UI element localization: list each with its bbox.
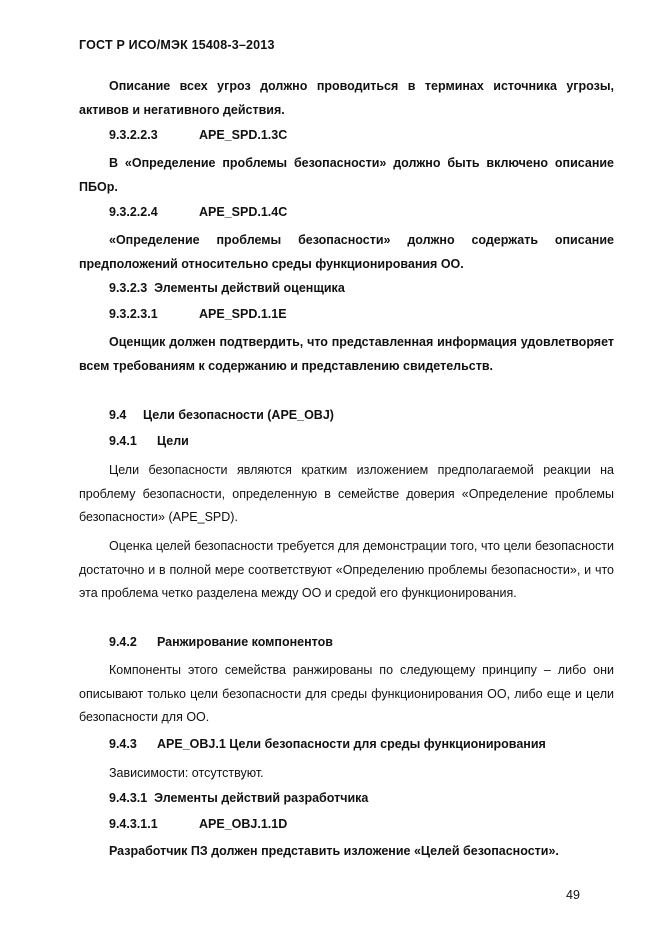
page-number: 49 [566,888,580,902]
section-title: APE_OBJ.1 Цели безопасности для среды функционирования [157,737,546,751]
section-heading [109,737,546,751]
clause-title: APE_OBJ.1.1D [199,817,288,831]
section-title: Цели безопасности (APE_OBJ) [143,408,334,422]
clause-heading [109,817,287,831]
clause-heading [109,307,287,321]
paragraph: Компоненты этого семейства ранжированы по следующему принципу – либо они описывают только цели безопасности для среды функционирования ОО, либо еще и цели безопасности для ОО. [79,663,614,724]
paragraph: Разработчик ПЗ должен представить изложение «Целей безопасности». [109,844,559,858]
section-number: 9.4 [109,408,127,422]
paragraph: Оценка целей безопасности требуется для демонстрации того, что цели безопасности достаточно и в полной мере соответствуют «Определению проблемы безопасности», и что эта проблема четко разделена между ОО и средой его функционирования. [79,539,614,600]
paragraph: Оценщик должен подтвердить, что представленная информация удовлетворяет всем требованиям к содержанию и представлению свидетельств. [79,335,614,373]
paragraph: В «Определение проблемы безопасности» должно быть включено описание ПБОр. [79,156,614,194]
section-title: Цели [157,434,189,448]
section-title: Ранжирование компонентов [157,635,333,649]
paragraph: Описание всех угроз должно проводиться в терминах источника угрозы, активов и негативного действия. [79,79,614,117]
section-number: 9.4.1 [109,434,137,448]
clause-title: APE_SPD.1.3C [199,128,288,142]
section-number: 9.4.2 [109,635,137,649]
section-heading [109,434,189,448]
section-heading: 9.3.2.3 Элементы действий оценщика [109,281,345,295]
paragraph: Зависимости: отсутствуют. [109,766,264,780]
section-heading: 9.4.3.1 Элементы действий разработчика [109,791,369,805]
clause-heading [109,205,287,219]
section-heading [109,635,333,649]
clause-number: 9.3.2.2.3 [109,128,158,142]
clause-number: 9.4.3.1.1 [109,817,158,831]
clause-number: 9.3.2.3.1 [109,307,158,321]
clause-heading [109,128,287,142]
section-number: 9.4.3 [109,737,137,751]
section-heading [109,408,334,422]
paragraph: «Определение проблемы безопасности» должно содержать описание предположений относительно среды функционирования ОО. [79,233,614,271]
clause-number: 9.3.2.2.4 [109,205,158,219]
paragraph: Цели безопасности являются кратким изложением предполагаемой реакции на проблему безопасности, определенную в семействе доверия «Определение проблемы безопасности» (APE_SPD). [79,463,614,524]
document-header: ГОСТ Р ИСО/МЭК 15408-3–2013 [79,38,275,52]
clause-title: APE_SPD.1.4C [199,205,288,219]
clause-title: APE_SPD.1.1E [199,307,287,321]
